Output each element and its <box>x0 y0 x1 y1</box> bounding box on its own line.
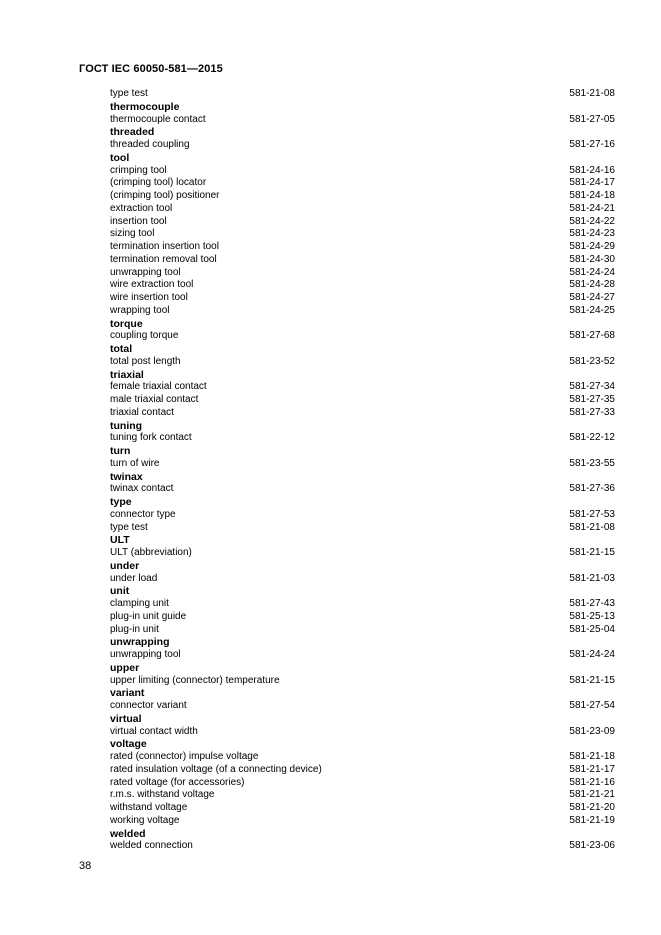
index-entry <box>110 649 616 662</box>
index-entry <box>110 88 616 101</box>
index-entry <box>110 279 616 292</box>
entry-code <box>615 713 616 726</box>
entry-term: total post length <box>110 355 181 367</box>
entry-term: triaxial contact <box>110 406 174 418</box>
entry-term: rated voltage (for accessories) <box>110 776 245 788</box>
entry-term: rated insulation voltage (of a connecting device) <box>110 763 322 775</box>
entry-code <box>615 420 616 433</box>
entry-term: thermocouple <box>110 100 180 113</box>
entry-term: type test <box>110 521 148 533</box>
index-entry <box>110 675 616 688</box>
entry-term: unit <box>110 585 130 598</box>
index-entry <box>110 726 616 739</box>
entry-code <box>615 662 616 675</box>
entry-code: 581-24-27 <box>569 292 615 303</box>
entry-term: plug-in unit guide <box>110 610 187 622</box>
entry-term: torque <box>110 317 143 330</box>
entry-code: 581-21-19 <box>569 814 615 826</box>
index-keyword <box>110 369 616 382</box>
entry-code <box>615 687 616 700</box>
entry-term: turn of wire <box>110 457 160 469</box>
entry-code: 581-25-04 <box>569 623 615 635</box>
entry-term: unwrapping <box>110 636 170 649</box>
entry-term: coupling torque <box>110 330 179 342</box>
entry-code <box>615 445 616 458</box>
entry-code: 581-27-05 <box>569 113 615 125</box>
entry-code: 581-27-16 <box>569 139 615 150</box>
index-entry <box>110 177 616 190</box>
entry-code: 581-27-53 <box>569 508 615 520</box>
entry-code: 581-24-22 <box>569 215 615 227</box>
index-entry <box>110 228 616 241</box>
index-entry <box>110 190 616 203</box>
entry-term: voltage <box>110 738 147 751</box>
entry-term: threaded coupling <box>110 139 190 150</box>
entry-code: 581-21-03 <box>569 572 615 584</box>
entry-term: ULT (abbreviation) <box>110 547 192 558</box>
entry-term: upper <box>110 661 140 674</box>
index-entry <box>110 407 616 420</box>
entry-code: 581-24-17 <box>569 177 615 189</box>
entry-code: 581-23-55 <box>569 457 615 469</box>
index-keyword <box>110 662 616 675</box>
entry-code: 581-21-18 <box>569 751 615 762</box>
index-entry <box>110 165 616 178</box>
index-entry <box>110 114 616 127</box>
index-keyword <box>110 343 616 356</box>
index-keyword <box>110 318 616 331</box>
entry-term: virtual <box>110 712 142 725</box>
index-entry <box>110 802 616 815</box>
index-entry <box>110 267 616 280</box>
entry-code <box>615 318 616 331</box>
entry-code <box>615 496 616 509</box>
index-keyword <box>110 101 616 114</box>
index-entry <box>110 751 616 764</box>
index-entry <box>110 547 616 560</box>
entry-code: 581-21-08 <box>569 521 615 533</box>
entry-code: 581-27-43 <box>569 598 615 609</box>
index-keyword <box>110 496 616 509</box>
entry-term: plug-in unit <box>110 623 159 635</box>
entry-code <box>615 369 616 382</box>
index-entry <box>110 432 616 445</box>
entry-term: withstand voltage <box>110 802 188 813</box>
index-entry <box>110 139 616 152</box>
entry-term: rated (connector) impulse voltage <box>110 751 259 762</box>
entry-term: sizing tool <box>110 228 155 240</box>
entry-code: 581-27-35 <box>569 394 615 405</box>
entry-term: type test <box>110 88 148 99</box>
entry-term: tuning <box>110 419 143 432</box>
entry-code: 581-23-06 <box>569 840 615 852</box>
entry-term: (crimping tool) locator <box>110 177 207 189</box>
index-entry <box>110 305 616 318</box>
index-keyword <box>110 687 616 700</box>
index-keyword <box>110 828 616 841</box>
entry-code: 581-24-28 <box>569 279 615 291</box>
index-entry <box>110 292 616 305</box>
index-entry <box>110 840 616 853</box>
entry-code: 581-22-12 <box>569 432 615 444</box>
index-entry <box>110 777 616 790</box>
entry-code: 581-21-15 <box>569 547 615 558</box>
entry-term: clamping unit <box>110 598 169 609</box>
entry-term: variant <box>110 687 145 700</box>
index-entry <box>110 203 616 216</box>
entry-term: under <box>110 559 140 572</box>
index-entry <box>110 330 616 343</box>
entry-code <box>615 343 616 356</box>
entry-term: upper limiting (connector) temperature <box>110 674 280 686</box>
index-entry <box>110 624 616 637</box>
entry-code: 581-21-17 <box>569 763 615 775</box>
index-keyword <box>110 471 616 484</box>
entry-term: wrapping tool <box>110 304 170 316</box>
entry-term: unwrapping tool <box>110 649 181 660</box>
index-entry <box>110 815 616 828</box>
entry-code: 581-21-08 <box>569 88 615 99</box>
index-entry <box>110 764 616 777</box>
index-entry <box>110 216 616 229</box>
entry-term: virtual contact width <box>110 725 198 737</box>
entry-code <box>615 471 616 484</box>
entry-term: under load <box>110 572 158 584</box>
entry-term: extraction tool <box>110 202 173 214</box>
entry-term: unwrapping tool <box>110 266 181 278</box>
index-keyword <box>110 534 616 547</box>
entry-code <box>615 828 616 841</box>
index-keyword <box>110 636 616 649</box>
index-entry <box>110 394 616 407</box>
index-keyword <box>110 152 616 165</box>
entry-code: 581-24-16 <box>569 164 615 176</box>
entry-code: 581-24-21 <box>569 202 615 214</box>
entry-code <box>615 738 616 751</box>
entry-code: 581-25-13 <box>569 610 615 622</box>
entry-term: twinax <box>110 470 143 483</box>
entry-code <box>615 152 616 165</box>
index-entry <box>110 522 616 535</box>
entry-code <box>615 636 616 649</box>
entry-term: connector type <box>110 508 176 520</box>
entry-code: 581-23-09 <box>569 725 615 737</box>
entry-code: 581-21-20 <box>569 802 615 813</box>
entry-term: crimping tool <box>110 164 167 176</box>
entry-code <box>615 534 616 547</box>
entry-code: 581-24-30 <box>569 253 615 265</box>
document-header: ГОСТ IEC 60050-581—2015 <box>79 63 223 75</box>
index-entry <box>110 458 616 471</box>
page-number: 38 <box>79 860 92 872</box>
entry-code: 581-24-24 <box>569 649 615 660</box>
entry-code: 581-24-24 <box>569 266 615 278</box>
entry-code: 581-23-52 <box>569 355 615 367</box>
entry-term: wire insertion tool <box>110 292 188 303</box>
index-entry <box>110 483 616 496</box>
entry-term: male triaxial contact <box>110 394 199 405</box>
entry-term: type <box>110 496 132 508</box>
entry-term: working voltage <box>110 814 180 826</box>
entry-code: 581-24-29 <box>569 241 615 252</box>
entry-code: 581-24-23 <box>569 228 615 240</box>
entry-term: ULT <box>110 534 130 547</box>
index-entry <box>110 598 616 611</box>
entry-term: welded connection <box>110 840 193 852</box>
entry-code: 581-21-21 <box>569 789 615 801</box>
entry-code: 581-27-33 <box>569 406 615 418</box>
index-entry <box>110 789 616 802</box>
entry-code: 581-24-18 <box>569 190 615 201</box>
entry-term: (crimping tool) positioner <box>110 190 220 201</box>
index-entry <box>110 254 616 267</box>
entry-term: thermocouple contact <box>110 113 206 125</box>
index-entry <box>110 381 616 394</box>
index-keyword <box>110 585 616 598</box>
index-keyword <box>110 560 616 573</box>
entry-term: welded <box>110 827 146 840</box>
entry-code: 581-21-15 <box>569 674 615 686</box>
entry-term: termination removal tool <box>110 253 217 265</box>
entry-term: r.m.s. withstand voltage <box>110 789 215 801</box>
term-index <box>110 88 616 853</box>
entry-code: 581-27-36 <box>569 483 615 495</box>
entry-term: insertion tool <box>110 215 167 227</box>
entry-code: 581-27-34 <box>569 381 615 393</box>
entry-term: twinax contact <box>110 483 174 495</box>
index-entry <box>110 611 616 624</box>
index-entry <box>110 356 616 369</box>
entry-term: connector variant <box>110 700 187 711</box>
entry-code: 581-27-54 <box>569 700 615 711</box>
index-keyword <box>110 126 616 139</box>
entry-term: threaded <box>110 126 155 139</box>
entry-term: triaxial <box>110 368 144 381</box>
entry-code <box>615 101 616 114</box>
index-keyword <box>110 420 616 433</box>
index-keyword <box>110 738 616 751</box>
entry-term: tool <box>110 151 130 164</box>
index-entry <box>110 509 616 522</box>
entry-code <box>615 560 616 573</box>
index-entry <box>110 241 616 254</box>
index-entry <box>110 700 616 713</box>
index-entry <box>110 573 616 586</box>
entry-term: total <box>110 343 133 355</box>
entry-code <box>615 585 616 598</box>
entry-code: 581-21-16 <box>569 776 615 788</box>
index-keyword <box>110 445 616 458</box>
entry-term: tuning fork contact <box>110 432 192 444</box>
entry-term: wire extraction tool <box>110 279 194 291</box>
entry-code: 581-24-25 <box>569 304 615 316</box>
entry-code: 581-27-68 <box>569 330 615 342</box>
entry-code <box>615 126 616 139</box>
index-keyword <box>110 713 616 726</box>
entry-term: female triaxial contact <box>110 381 207 393</box>
entry-term: termination insertion tool <box>110 241 219 252</box>
entry-term: turn <box>110 445 131 457</box>
